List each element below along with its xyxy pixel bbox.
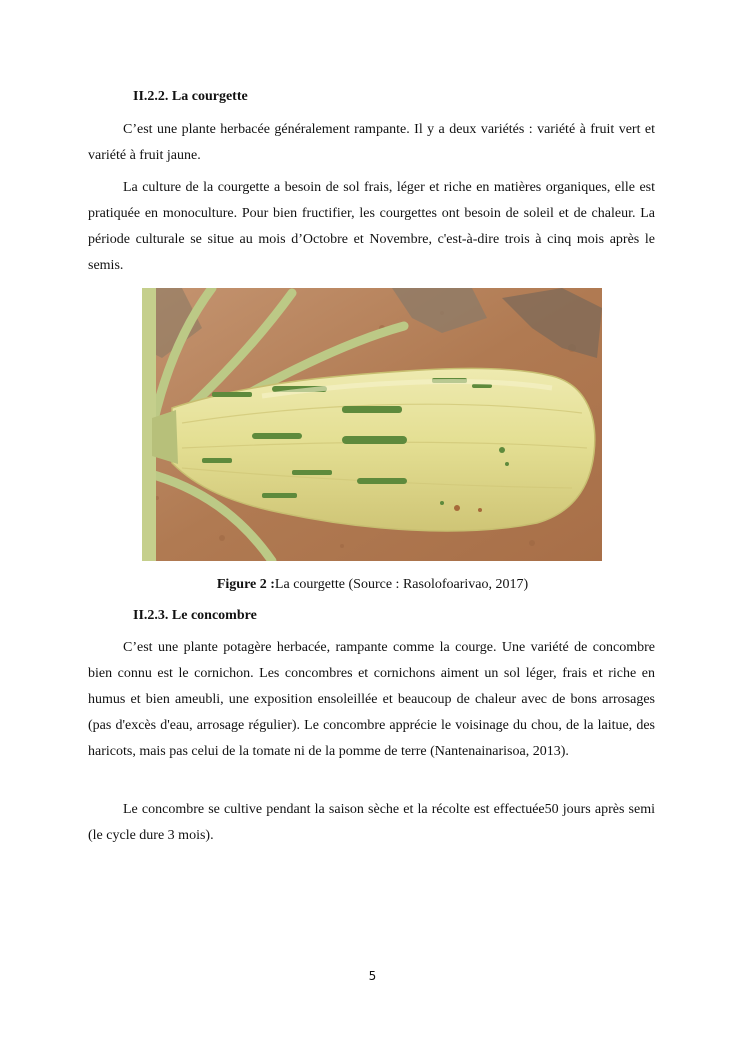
paragraph-courgette-description: C’est une plante herbacée généralement rampante. Il y a deux variétés : variété à fruit vert et variété à fruit jaune. xyxy=(88,122,655,163)
section-heading-concombre: II.2.3. Le concombre xyxy=(133,608,257,623)
paragraph-courgette-culture: La culture de la courgette a besoin de sol frais, léger et riche en matières organiques, elle est pratiquée en monoculture. Pour bien fructifier, les courgettes ont besoin de soleil et de chaleur. La période culturale se situe au mois d’Octobre et Novembre, c'est-à-dire trois à cinq mois après le semis. xyxy=(88,180,655,273)
section-heading-courgette: II.2.2. La courgette xyxy=(133,89,248,104)
page-number: 5 xyxy=(368,969,377,983)
paragraph-concombre-culture: Le concombre se cultive pendant la saison sèche et la récolte est effectuée50 jours après semi (le cycle dure 3 mois). xyxy=(88,802,655,843)
figure-caption-text: La courgette (Source : Rasolofoarivao, 2017) xyxy=(274,577,529,592)
courgette-stem-end xyxy=(152,410,178,464)
courgette-photo xyxy=(142,288,602,561)
figure-caption xyxy=(0,576,745,594)
figure-label: Figure 2 : xyxy=(216,577,275,592)
courgette-illustration xyxy=(142,288,602,561)
paragraph-concombre-description: C’est une plante potagère herbacée, rampante comme la courge. Une variété de concombre bien connu est le cornichon. Les concombres et cornichons aiment un sol léger, frais et riche en humus et bien ameubli, une exposition ensoleillée et beaucoup de chaleur avec de bons arrosages (pas d'excès d'eau, arrosage régulier). Le concombre apprécie le voisinage du chou, de la laitue, des haricots, mais pas celui de la tomate ni de la pomme de terre (Nantenainarisoa, 2013). xyxy=(88,640,655,759)
